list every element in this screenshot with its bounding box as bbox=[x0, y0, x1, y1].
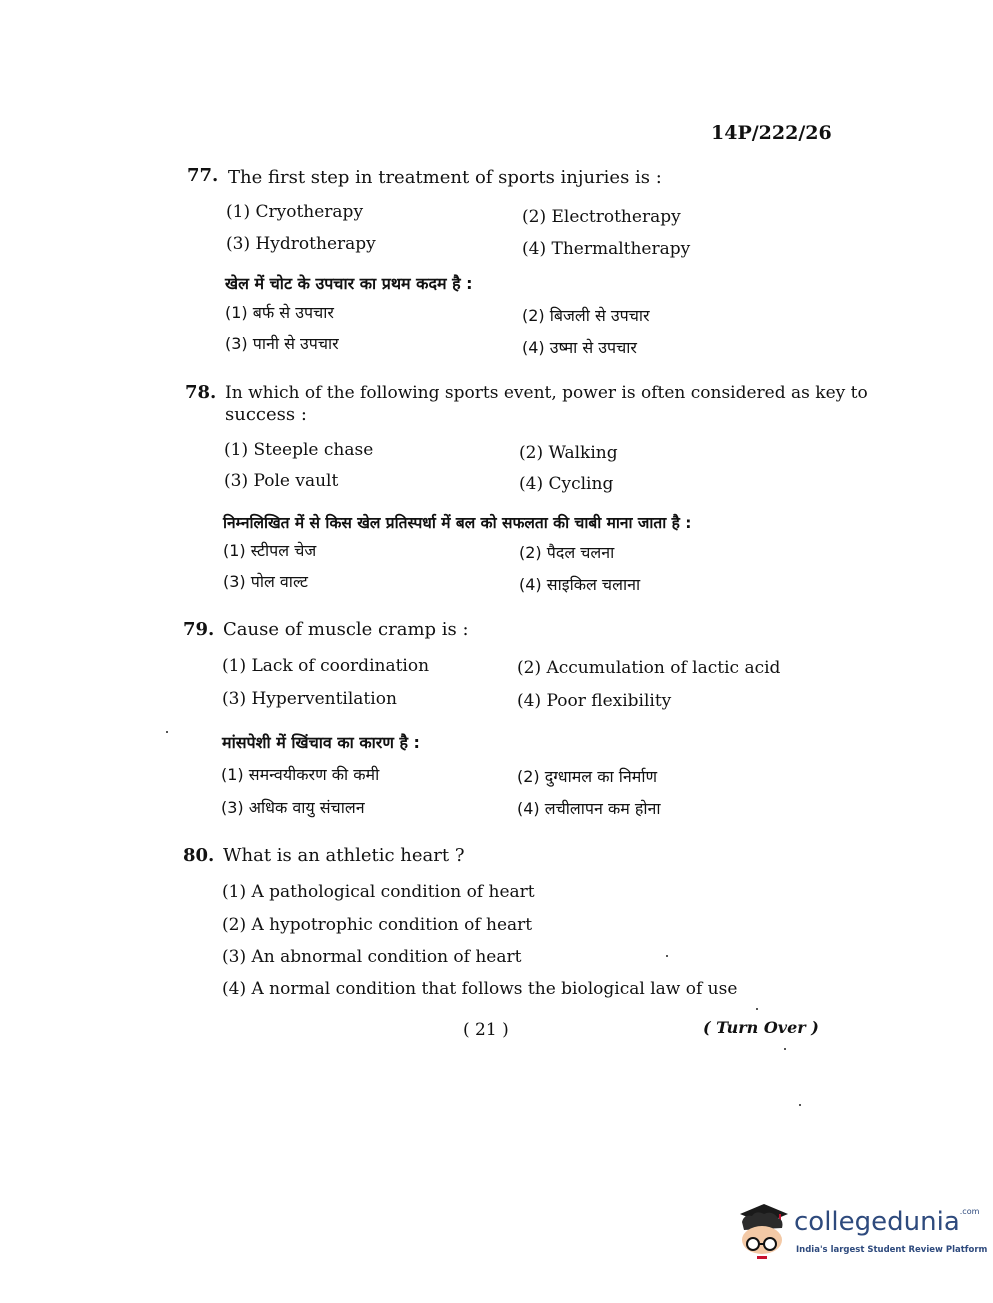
question-79-option-1: (1) Lack of coordination bbox=[222, 656, 430, 676]
question-78-option-1: (1) Steeple chase bbox=[224, 440, 374, 460]
question-79-option-4: (4) Poor flexibility bbox=[517, 691, 672, 711]
question-78-hindi-option-1: (1) स्टीपल चेज bbox=[223, 541, 317, 560]
question-78-text-line1: In which of the following sports event, power is often considered as key to bbox=[225, 383, 868, 403]
question-79-text: Cause of muscle cramp is : bbox=[223, 619, 469, 640]
question-77-option-2: (2) Electrotherapy bbox=[522, 207, 681, 227]
question-80-option-4: (4) A normal condition that follows the biological law of use bbox=[222, 979, 738, 999]
question-79-hindi-option-1: (1) समन्वयीकरण की कमी bbox=[221, 765, 380, 784]
question-77-hindi-option-3: (3) पानी से उपचार bbox=[225, 334, 339, 353]
question-78-hindi-option-4: (4) साइकिल चलाना bbox=[519, 575, 641, 594]
question-79-hindi-option-3: (3) अधिक वायु संचालन bbox=[221, 798, 365, 817]
question-78-number: 78. bbox=[185, 382, 217, 403]
question-78-option-3: (3) Pole vault bbox=[224, 471, 339, 491]
question-77-hindi-option-1: (1) बर्फ से उपचार bbox=[225, 303, 334, 322]
question-78-option-4: (4) Cycling bbox=[519, 474, 614, 494]
paper-code: 14P/222/26 bbox=[711, 122, 832, 144]
question-79-hindi-option-2: (2) दुग्धामल का निर्माण bbox=[517, 767, 658, 786]
question-77-hindi-option-4: (4) उष्मा से उपचार bbox=[522, 338, 637, 357]
question-79-number: 79. bbox=[183, 619, 215, 640]
question-78-hindi-option-2: (2) पैदल चलना bbox=[519, 543, 615, 562]
scan-speck bbox=[799, 1104, 801, 1106]
question-78-hindi-text: निम्नलिखित में से किस खेल प्रतिस्पर्धा में बल को सफलता की चाबी माना जाता है : bbox=[223, 514, 692, 532]
question-77-option-3: (3) Hydrotherapy bbox=[226, 234, 376, 254]
page-number: ( 21 ) bbox=[463, 1020, 509, 1040]
question-77-option-1: (1) Cryotherapy bbox=[226, 202, 364, 222]
question-80-number: 80. bbox=[183, 845, 215, 866]
question-78-text-line2: success : bbox=[225, 404, 307, 425]
scan-speck bbox=[166, 731, 168, 733]
question-80-option-1: (1) A pathological condition of heart bbox=[222, 882, 535, 902]
question-77-number: 77. bbox=[187, 165, 219, 186]
glasses-icon bbox=[747, 1238, 759, 1250]
question-77-option-4: (4) Thermaltherapy bbox=[522, 239, 691, 259]
question-78-hindi-option-3: (3) पोल वाल्ट bbox=[223, 572, 308, 591]
question-79-hindi-text: मांसपेशी में खिंचाव का कारण है : bbox=[222, 733, 420, 752]
question-77-hindi-option-2: (2) बिजली से उपचार bbox=[522, 306, 650, 325]
scan-speck bbox=[756, 1008, 758, 1010]
question-80-option-2: (2) A hypotrophic condition of heart bbox=[222, 915, 533, 935]
question-80-option-3: (3) An abnormal condition of heart bbox=[222, 947, 522, 967]
question-77-text: The first step in treatment of sports injuries is : bbox=[228, 167, 662, 188]
scan-speck bbox=[784, 1048, 786, 1050]
question-78-option-2: (2) Walking bbox=[519, 443, 618, 463]
question-79-option-3: (3) Hyperventilation bbox=[222, 689, 397, 709]
question-79-hindi-option-4: (4) लचीलापन कम होना bbox=[517, 799, 661, 818]
logo-tagline: India's largest Student Review Platform bbox=[796, 1245, 988, 1255]
logo-wordmark: collegedunia$^{.com}$ bbox=[794, 1207, 980, 1237]
turn-over-note: ( Turn Over ) bbox=[703, 1018, 819, 1037]
question-77-hindi-text: खेल में चोट के उपचार का प्रथम कदम है : bbox=[225, 274, 473, 293]
scan-speck bbox=[666, 955, 668, 957]
question-80-text: What is an athletic heart ? bbox=[223, 845, 465, 866]
question-79-option-2: (2) Accumulation of lactic acid bbox=[517, 658, 781, 678]
